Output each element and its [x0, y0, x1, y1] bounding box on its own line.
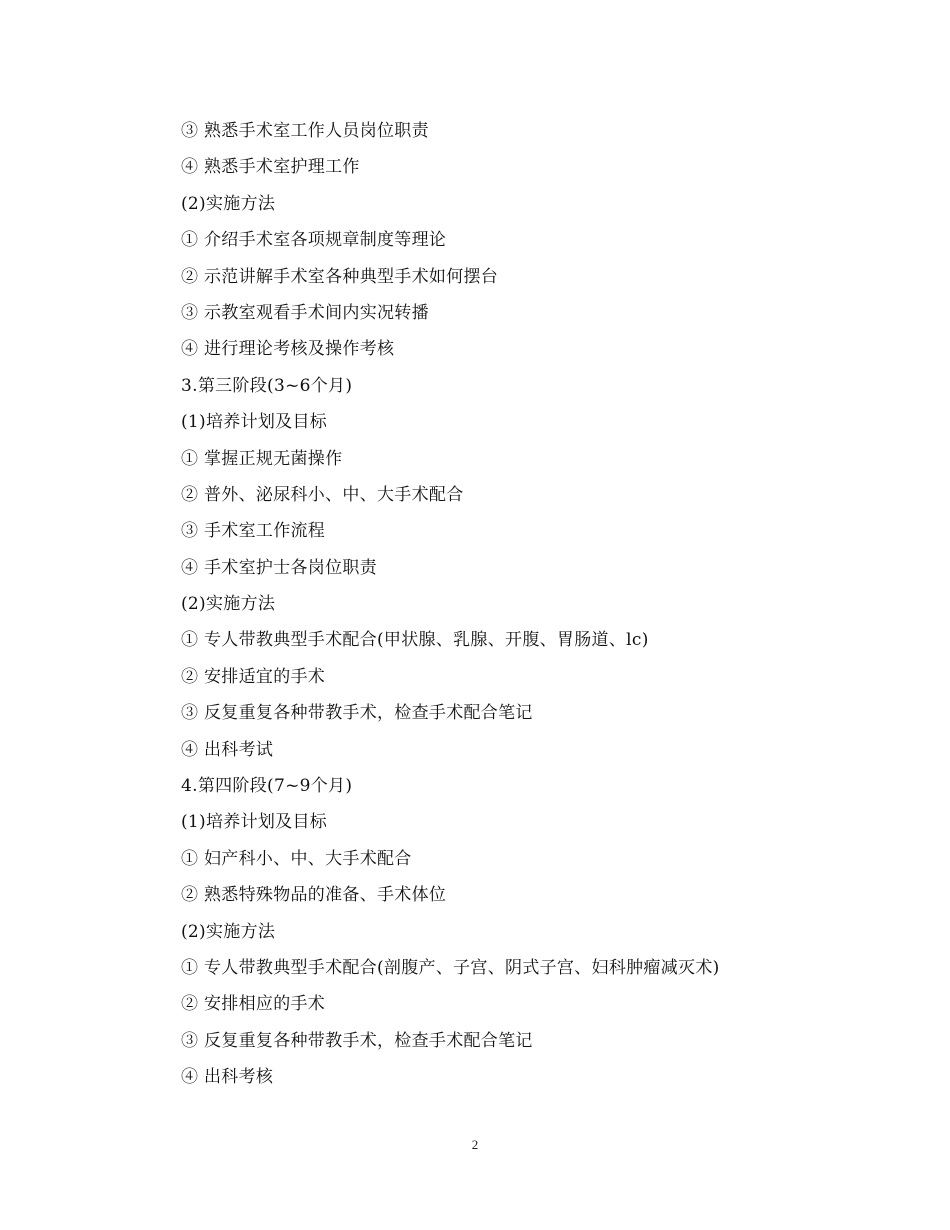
section-subheading: (2)实施方法 — [181, 594, 276, 615]
text-line: ④ 进行理论考核及操作考核 — [181, 339, 395, 360]
section-subheading: (1)培养计划及目标 — [181, 412, 328, 433]
section-subheading: (2)实施方法 — [181, 193, 276, 214]
text-line: ③ 反复重复各种带教手术，检查手术配合笔记 — [181, 703, 533, 724]
text-line: ② 普外、泌尿科小、中、大手术配合 — [181, 484, 464, 505]
text-line: ③ 示教室观看手术间内实况转播 — [181, 302, 429, 323]
text-line: ③ 手术室工作流程 — [181, 521, 326, 542]
section-subheading: (2)实施方法 — [181, 921, 276, 942]
text-line: ④ 熟悉手术室护理工作 — [181, 157, 360, 178]
section-heading: 4.第四阶段(7~9个月) — [181, 776, 353, 797]
text-line: ① 妇产科小、中、大手术配合 — [181, 848, 412, 869]
text-line: ② 示范讲解手术室各种典型手术如何摆台 — [181, 266, 499, 287]
document-body — [181, 118, 821, 1101]
text-line: ② 安排适宜的手术 — [181, 666, 326, 687]
text-line: ④ 手术室护士各岗位职责 — [181, 557, 378, 578]
text-line: ④ 出科考核 — [181, 1067, 274, 1088]
text-line: ② 熟悉特殊物品的准备、手术体位 — [181, 885, 447, 906]
text-line: ④ 出科考试 — [181, 739, 274, 760]
text-line: ① 掌握正规无菌操作 — [181, 448, 343, 469]
text-line: ② 安排相应的手术 — [181, 994, 326, 1015]
page-number: 2 — [471, 1137, 479, 1152]
text-line: ① 专人带教典型手术配合(甲状腺、乳腺、开腹、胃肠道、lc) — [181, 630, 649, 651]
section-heading: 3.第三阶段(3~6个月) — [181, 375, 353, 396]
section-subheading: (1)培养计划及目标 — [181, 812, 328, 833]
text-line: ③ 反复重复各种带教手术，检查手术配合笔记 — [181, 1030, 533, 1051]
text-line: ③ 熟悉手术室工作人员岗位职责 — [181, 121, 429, 141]
text-line: ① 专人带教典型手术配合(剖腹产、子宫、阴式子宫、妇科肿瘤减灭术) — [181, 957, 720, 978]
text-line: ① 介绍手术室各项规章制度等理论 — [181, 230, 447, 251]
